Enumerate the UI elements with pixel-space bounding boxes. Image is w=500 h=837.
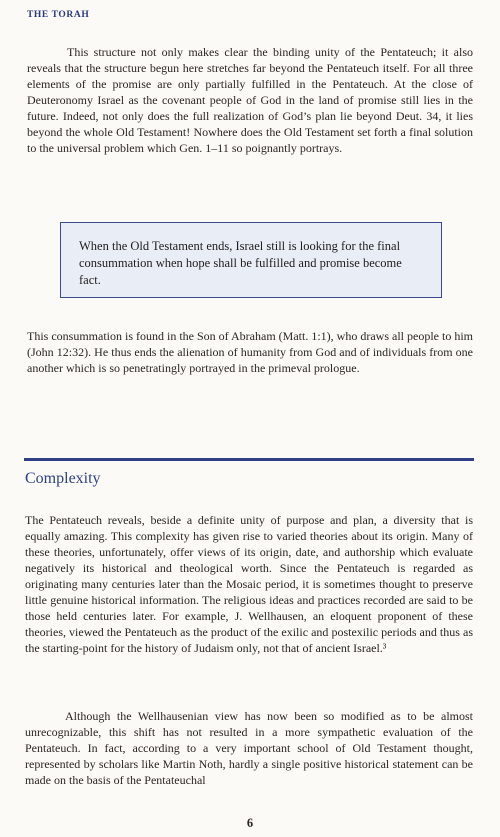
section-divider xyxy=(24,458,474,461)
body-paragraph-1: This structure not only makes clear the binding unity of the Pentateuch; it also reveals that the structure begun here stretches far beyond the Pentateuch itself. For all three elements of the promise are only partially fulfilled in the Pentateuch. At the close of Deuteronomy Israel as the covenant people of God in the land of promise still lies in the future. Indeed, not only does the full realization of God’s plan lie beyond Deut. 34, it lies beyond the whole Old Testament! Nowhere does the Old Testament set forth a final solution to the universal problem which Gen. 1–11 so poignantly portrays. xyxy=(27,45,473,155)
pull-quote-text: When the Old Testament ends, Israel still is looking for the final consummation when hope shall be fulfilled and promise become fact. xyxy=(79,239,402,287)
section-heading: Complexity xyxy=(25,470,101,487)
running-head: THE TORAH xyxy=(27,10,90,20)
body-paragraph-2: This consummation is found in the Son of Abraham (Matt. 1:1), who draws all people to him (John 12:32). He thus ends the alienation of humanity from God and of individuals from one another which is so penetratingly portrayed in the primeval prologue. xyxy=(27,329,473,375)
page-number: 6 xyxy=(246,816,254,830)
pull-quote-box xyxy=(60,222,442,298)
body-paragraph-4: Although the Wellhausenian view has now been so modified as to be almost unrecognizable, this shift has not resulted in a more sympathetic evaluation of the Pentateuch. In fact, according to a very important school of Old Testament thought, represented by scholars like Martin Noth, hardly a single positive historical statement can be made on the basis of the Pentateuchal xyxy=(25,709,473,787)
body-paragraph-3: The Pentateuch reveals, beside a definite unity of purpose and plan, a diversity that is equally amazing. This complexity has given rise to varied theories about its origin. Many of these theories, unfortunately, offer views of its origin, date, and authorship which evaluate negatively its historical and theological worth. Since the Pentateuch is regarded as originating many centuries later than the Mosaic period, it is sometimes thought to preserve little genuine historical information. The religious ideas and practices recorded are said to be those held centuries later. For example, J. Wellhausen, an eloquent proponent of these theories, viewed the Pentateuch as the product of the exilic and postexilic periods and thus as the starting-point for the history of Judaism only, not that of ancient Israel.³ xyxy=(25,513,473,655)
